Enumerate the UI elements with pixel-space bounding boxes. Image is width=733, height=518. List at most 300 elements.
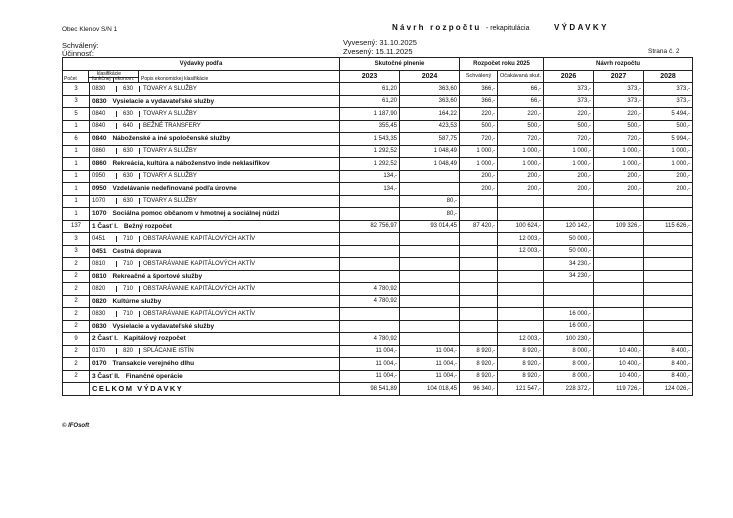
economic-code: 820 [117,348,140,354]
recap-text: Bežný rozpočet [123,222,172,230]
value-n2027: 373,- [594,95,644,108]
functional-code: 0451 [90,236,117,242]
value-n2026: 8 000,- [544,358,594,371]
recap-text: Kapitálový rozpočet [123,335,186,343]
value-v2024: 1 048,49 [400,145,460,158]
table-row [63,308,693,321]
value-n2028: 8 400,- [644,345,693,358]
value-ocak: 8 920,- [498,370,544,383]
value-n2026: 8 000,- [544,370,594,383]
value-n2028: 373,- [644,95,693,108]
item-text: TOVARY A SLUŽBY [143,85,197,92]
row-count: 3 [63,245,90,258]
value-ocak [498,270,544,283]
row-description [90,308,340,321]
value-v2024 [400,308,460,321]
value-n2026 [544,208,594,221]
value-v2024 [400,295,460,308]
total-v2024: 104 018,45 [400,383,460,396]
value-v2024 [400,320,460,333]
value-n2026 [544,295,594,308]
row-description [90,233,340,246]
row-count: 6 [63,133,90,146]
value-v2024 [400,183,460,196]
header-row-1 [63,58,693,71]
value-v2024 [400,170,460,183]
value-ocak: 1 000,- [498,158,544,171]
value-schv: 8 920,- [460,345,498,358]
value-n2027 [594,283,644,296]
table-row [63,258,693,271]
value-schv [460,270,498,283]
value-v2023 [340,270,400,283]
row-count: 3 [63,83,90,96]
table-row [63,145,693,158]
value-n2027: 1 000,- [594,158,644,171]
value-v2023: 82 756,97 [340,220,400,233]
value-n2027: 109 326,- [594,220,644,233]
value-v2023: 4 780,92 [340,333,400,346]
economic-code: 630 [117,198,140,204]
value-v2023: 1 292,52 [340,145,400,158]
item-text: OBSTARÁVANIE KAPITÁLOVÝCH AKTÍV [143,285,256,292]
value-v2023: 1 187,90 [340,108,400,121]
value-n2026: 8 000,- [544,345,594,358]
value-n2027 [594,295,644,308]
value-n2026: 120 142,- [544,220,594,233]
row-count: 2 [63,308,90,321]
value-n2026: 200,- [544,183,594,196]
row-count: 1 [63,183,90,196]
value-n2028 [644,308,693,321]
total-spacer [63,383,90,396]
value-schv [460,283,498,296]
row-count: 1 [63,208,90,221]
item-text: OBSTARÁVANIE KAPITÁLOVÝCH AKTÍV [143,260,256,267]
row-description [90,95,340,108]
value-v2023: 355,45 [340,120,400,133]
value-schv [460,258,498,271]
item-text: OBSTARÁVANIE KAPITÁLOVÝCH AKTÍV [143,310,256,317]
value-v2023: 11 004,- [340,345,400,358]
value-v2024 [400,258,460,271]
col-header-skutocne: Skutočné plnenie [340,58,460,71]
value-ocak: 12 003,- [498,245,544,258]
functional-code: 0840 [90,123,117,129]
value-v2024: 80,- [400,208,460,221]
posted-date: Vyvesený: 31.10.2025 [343,38,417,47]
value-v2023: 61,20 [340,83,400,96]
value-n2027 [594,245,644,258]
row-count: 2 [63,295,90,308]
row-description [90,183,340,196]
value-n2026: 50 000,- [544,233,594,246]
functional-code: 0820 [90,286,117,292]
recap-text: Finančné operácie [125,372,183,380]
row-count: 2 [63,358,90,371]
value-v2024: 1 048,49 [400,158,460,171]
table-row [63,195,693,208]
table-row [63,120,693,133]
value-n2028 [644,283,693,296]
klasifikacie-label: klasifikácie [96,70,122,77]
table-row [63,345,693,358]
value-n2028 [644,270,693,283]
recap-code: 0840 [92,135,107,143]
year-2027: 2027 [594,70,644,83]
pocet-label: Počet [64,76,77,82]
row-description [90,295,340,308]
value-v2024 [400,245,460,258]
recap-code: 0451 [92,247,107,255]
value-n2026: 1 000,- [544,158,594,171]
economic-code: 710 [117,236,140,242]
value-schv: 87 420,- [460,220,498,233]
value-v2024: 164,22 [400,108,460,121]
row-description [90,208,340,221]
item-text: BEŽNÉ TRANSFERY [143,123,201,130]
recap-row [63,158,693,171]
economic-code: 710 [117,261,140,267]
value-schv: 200,- [460,183,498,196]
row-count: 3 [63,95,90,108]
value-n2027: 200,- [594,183,644,196]
recap-row [63,295,693,308]
year-2026: 2026 [544,70,594,83]
value-n2027 [594,270,644,283]
row-description [90,333,340,346]
recap-row [63,220,693,233]
value-v2024: 11 004,- [400,345,460,358]
row-count: 2 [63,370,90,383]
recap-text: Vysielacie a vydavateľské služby [112,97,215,105]
recap-text: Sociálna pomoc občanom v hmotnej a sociálnej núdzi [112,210,280,218]
value-v2023: 4 780,92 [340,283,400,296]
value-n2028: 1 000,- [644,158,693,171]
row-description [90,108,340,121]
value-v2024: 587,75 [400,133,460,146]
value-n2027 [594,195,644,208]
value-v2024: 363,60 [400,95,460,108]
removed-date: Zvesený: 15.11.2025 [343,47,413,56]
value-n2028: 373,- [644,83,693,96]
value-ocak [498,308,544,321]
value-ocak: 8 920,- [498,358,544,371]
row-count: 1 [63,195,90,208]
value-n2028 [644,195,693,208]
value-n2027: 720,- [594,133,644,146]
recap-text: Cestná doprava [112,247,162,255]
value-n2026: 373,- [544,83,594,96]
value-n2028: 1 000,- [644,145,693,158]
recap-code: 1070 [92,210,107,218]
value-v2023: 4 780,92 [340,295,400,308]
value-n2028 [644,245,693,258]
value-n2028: 8 400,- [644,358,693,371]
effective-label: Účinnosť: [62,49,94,58]
value-ocak: 200,- [498,170,544,183]
value-v2024 [400,283,460,296]
recap-code: 1 Časť I. [92,222,118,230]
value-ocak: 66,- [498,83,544,96]
recap-row [63,208,693,221]
recap-text: Kultúrne služby [112,297,162,305]
value-n2027 [594,233,644,246]
title-sub: - rekapitulácia [485,25,530,32]
software-credit: © IFOsoft [62,423,90,429]
recap-code: 3 Časť II. [92,372,120,380]
recap-row [63,245,693,258]
recap-text: Vysielacie a vydavateľské služby [112,322,215,330]
col-header-navrh: Návrh rozpočtu [544,58,693,71]
row-count: 2 [63,270,90,283]
item-text: TOVARY A SLUŽBY [143,173,197,180]
schvaleny-header: Schválený [460,70,498,83]
value-ocak: 1 000,- [498,145,544,158]
recap-code: 0830 [92,322,107,330]
grand-total-label: CELKOM VÝDAVKY [90,383,340,396]
recap-text: Transakcie verejného dlhu [112,360,195,368]
recap-code: 0810 [92,272,107,280]
value-schv: 366,- [460,95,498,108]
row-description [90,195,340,208]
value-n2027: 10 400,- [594,370,644,383]
value-schv [460,208,498,221]
value-n2026 [544,195,594,208]
recap-code: 0170 [92,360,107,368]
value-n2026: 220,- [544,108,594,121]
economic-code: 710 [117,286,140,292]
value-n2026: 100 230,- [544,333,594,346]
total-ocak: 121 547,- [498,383,544,396]
value-ocak [498,258,544,271]
row-description [90,220,340,233]
value-ocak [498,283,544,296]
value-schv [460,245,498,258]
value-n2028 [644,333,693,346]
row-description [90,245,340,258]
value-n2028: 200,- [644,183,693,196]
recap-row [63,370,693,383]
value-v2023 [340,208,400,221]
value-n2026: 16 000,- [544,320,594,333]
recap-code: 0950 [92,185,107,193]
value-schv: 8 920,- [460,370,498,383]
value-n2026: 50 000,- [544,245,594,258]
funkcnej-label: funkčnej [92,76,111,82]
value-v2023: 11 004,- [340,358,400,371]
ekonom-label: ekonom. [115,76,135,82]
value-n2028 [644,320,693,333]
year-2023: 2023 [340,70,400,83]
row-description [90,283,340,296]
value-n2028 [644,208,693,221]
value-v2023 [340,245,400,258]
value-v2023: 1 543,35 [340,133,400,146]
value-n2027: 500,- [594,120,644,133]
item-text: TOVARY A SLUŽBY [143,148,197,155]
recap-code: 0820 [92,297,107,305]
functional-code: 0810 [90,261,117,267]
recap-text: Vzdelávanie nedefinované podľa úrovne [112,185,237,193]
row-description [90,170,340,183]
row-count: 2 [63,320,90,333]
value-n2027 [594,308,644,321]
value-n2026: 34 230,- [544,258,594,271]
recap-row [63,358,693,371]
value-n2027: 10 400,- [594,345,644,358]
value-n2028: 5 494,- [644,108,693,121]
value-n2028 [644,295,693,308]
value-ocak: 720,- [498,133,544,146]
row-description [90,320,340,333]
value-schv [460,333,498,346]
recap-code: 2 Časť I. [92,335,118,343]
value-v2023 [340,195,400,208]
row-count: 1 [63,120,90,133]
row-description [90,270,340,283]
value-n2026: 16 000,- [544,308,594,321]
economic-code: 640 [117,123,140,129]
functional-code: 0170 [90,348,117,354]
value-v2024 [400,233,460,246]
value-ocak: 8 920,- [498,345,544,358]
functional-code: 0860 [90,148,117,154]
col-header-vydavky: Výdavky podľa [63,58,340,71]
recap-code: 0830 [92,97,107,105]
row-count: 137 [63,220,90,233]
value-n2026: 373,- [544,95,594,108]
value-v2023: 134,- [340,183,400,196]
value-n2028: 200,- [644,170,693,183]
table-row [63,233,693,246]
economic-code: 630 [117,173,140,179]
value-ocak [498,320,544,333]
value-v2023: 1 292,52 [340,158,400,171]
row-description [90,158,340,171]
value-n2026: 500,- [544,120,594,133]
value-v2024: 423,53 [400,120,460,133]
title-main: Návrh rozpočtu [392,23,482,32]
table-row [63,170,693,183]
value-v2024: 11 004,- [400,370,460,383]
row-count: 2 [63,258,90,271]
value-ocak: 200,- [498,183,544,196]
value-v2024 [400,270,460,283]
value-schv [460,308,498,321]
value-v2024: 93 014,45 [400,220,460,233]
functional-code: 0950 [90,173,117,179]
economic-code: 710 [117,311,140,317]
value-schv: 1 000,- [460,145,498,158]
value-n2026: 1 000,- [544,145,594,158]
total-v2023: 98 541,89 [340,383,400,396]
value-n2027: 200,- [594,170,644,183]
economic-code: 630 [117,86,140,92]
value-schv: 220,- [460,108,498,121]
economic-code: 630 [117,111,140,117]
value-n2028: 8 400,- [644,370,693,383]
functional-code: 0830 [90,311,117,317]
row-description [90,145,340,158]
value-n2027: 1 000,- [594,145,644,158]
value-schv [460,295,498,308]
recap-row [63,270,693,283]
value-ocak: 12 003,- [498,333,544,346]
row-description [90,83,340,96]
value-v2023: 61,20 [340,95,400,108]
item-text: TOVARY A SLUŽBY [143,110,197,117]
page-number: Strana č. 2 [648,48,680,55]
value-v2024 [400,333,460,346]
value-ocak: 66,- [498,95,544,108]
value-schv: 500,- [460,120,498,133]
value-n2028 [644,233,693,246]
classification-header [63,70,340,83]
economic-code: 630 [117,148,140,154]
recap-row [63,333,693,346]
item-text: SPLÁCANIE ISTÍN [143,348,194,355]
row-count: 2 [63,283,90,296]
value-ocak [498,208,544,221]
total-n2027: 119 726,- [594,383,644,396]
value-n2027: 373,- [594,83,644,96]
value-v2024: 11 004,- [400,358,460,371]
year-2028: 2028 [644,70,693,83]
value-schv: 200,- [460,170,498,183]
grand-total-row [63,383,693,396]
approved-label: Schválený: [62,41,99,50]
col-header-rozpocet: Rozpočet roku 2025 [460,58,544,71]
value-v2023 [340,308,400,321]
row-count: 3 [63,233,90,246]
value-n2027 [594,208,644,221]
value-n2027: 10 400,- [594,358,644,371]
value-n2028: 500,- [644,120,693,133]
value-schv: 8 920,- [460,358,498,371]
row-count: 1 [63,170,90,183]
value-v2023: 11 004,- [340,370,400,383]
ocakavana-header: Očakávaná skut. [498,70,544,83]
item-text: TOVARY A SLUŽBY [143,198,197,205]
value-schv: 720,- [460,133,498,146]
functional-code: 1070 [90,198,117,204]
value-schv [460,320,498,333]
value-v2024: 80,- [400,195,460,208]
municipality-name: Obec Klenov S/N 1 [62,26,118,33]
title-kind: VÝDAVKY [553,23,609,32]
total-n2028: 124 026,- [644,383,693,396]
row-count: 9 [63,333,90,346]
row-description [90,370,340,383]
budget-table [62,57,693,396]
value-n2028: 115 626,- [644,220,693,233]
value-n2028: 5 994,- [644,133,693,146]
total-n2026: 228 372,- [544,383,594,396]
value-n2026: 200,- [544,170,594,183]
recap-text: Náboženské a iné spoločenské služby [112,135,231,143]
row-count: 2 [63,345,90,358]
popis-label: Popis ekonomickej klasifikácie [141,76,209,82]
value-n2026 [544,283,594,296]
recap-text: Rekreačné a športové služby [112,272,203,280]
row-count: 1 [63,145,90,158]
value-v2023 [340,320,400,333]
value-ocak [498,195,544,208]
value-schv: 1 000,- [460,158,498,171]
functional-code: 0840 [90,111,117,117]
row-description [90,358,340,371]
